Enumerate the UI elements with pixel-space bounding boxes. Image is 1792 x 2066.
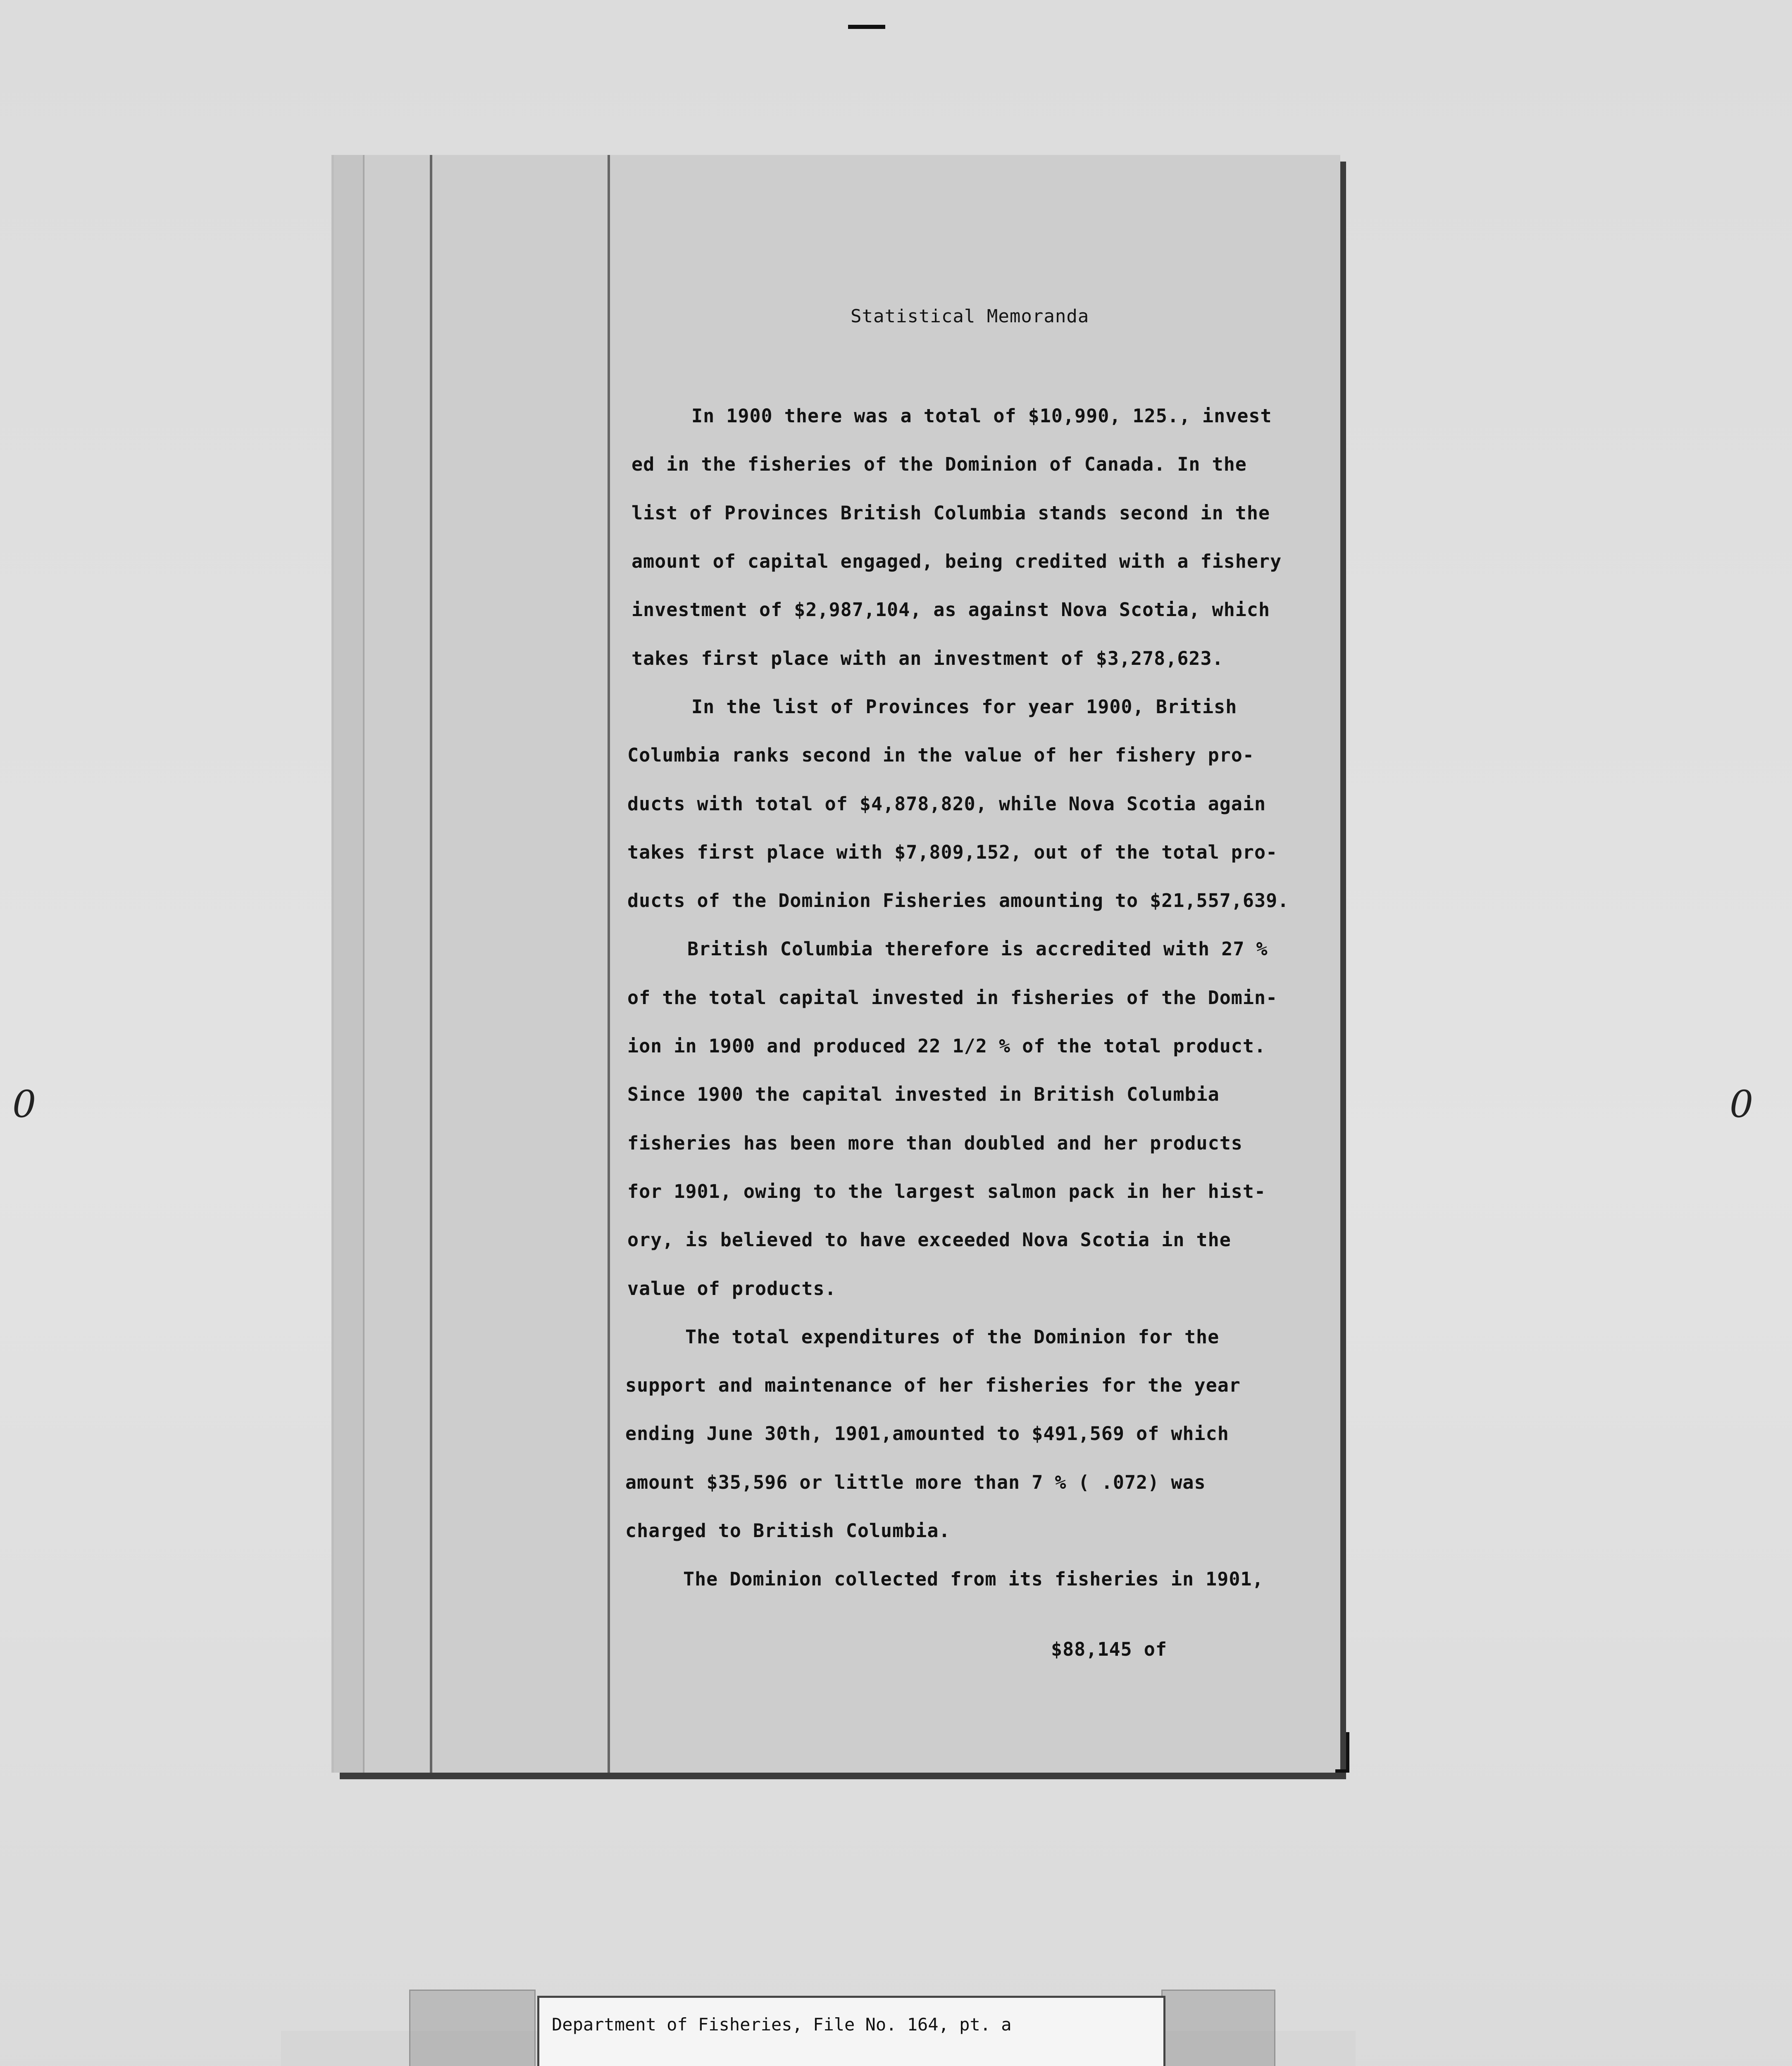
memo-line: investment of $2,987,104, as against Nova Scotia, which — [631, 599, 1270, 621]
memo-line: The Dominion collected from its fisheries in 1901, — [683, 1568, 1264, 1590]
tape-strip — [409, 1990, 536, 2066]
right-margin-mark: 0 — [1730, 1083, 1754, 1126]
memo-line: In the list of Provinces for year 1900, British — [691, 696, 1237, 718]
memo-line: ed in the fisheries of the Dominion of Canada. In the — [631, 453, 1247, 475]
memo-line: fisheries has been more than doubled and her products — [627, 1132, 1243, 1154]
margin-rule-outer — [430, 155, 432, 1773]
memo-line: takes first place with an investment of $3,278,623. — [631, 647, 1224, 669]
memo-line: ory, is believed to have exceeded Nova Scotia in the — [627, 1229, 1231, 1251]
memo-title: Statistical Memoranda — [851, 306, 1089, 327]
memo-line: Since 1900 the capital invested in British Columbia — [627, 1083, 1220, 1105]
memo-line: value of products. — [627, 1278, 836, 1300]
memo-line: ducts of the Dominion Fisheries amounting to $21,557,639. — [627, 890, 1289, 912]
memo-line: takes first place with $7,809,152, out of the total pro- — [627, 841, 1278, 863]
left-margin-mark: 0 — [12, 1083, 36, 1126]
memo-line: of the total capital invested in fisheries of the Domin- — [627, 987, 1278, 1009]
memo-line: ending June 30th, 1901,amounted to $491,569 of which — [625, 1423, 1229, 1445]
top-registration-mark — [848, 25, 885, 29]
memo-line: ion in 1900 and produced 22 1/2 % of the total product. — [627, 1035, 1266, 1057]
memo-line: charged to British Columbia. — [625, 1520, 951, 1542]
tape-strip — [1161, 1990, 1275, 2066]
memo-line: Columbia ranks second in the value of her fishery pro- — [627, 744, 1254, 766]
file-reference: Department of Fisheries, File No. 164, pt. a — [552, 2014, 1012, 2035]
corner-crop-mark — [1335, 1732, 1349, 1773]
memo-line: amount $35,596 or little more than 7 % ( .072) was — [625, 1471, 1206, 1493]
file-reference-slip — [537, 1996, 1165, 2066]
memo-line: In 1900 there was a total of $10,990, 125., invest — [691, 405, 1272, 427]
memo-line: amount of capital engaged, being credited with a fishery — [631, 550, 1282, 572]
memo-line: The total expenditures of the Dominion for the — [685, 1326, 1220, 1348]
memo-continuation: $88,145 of — [1051, 1638, 1167, 1660]
memo-line: ducts with total of $4,878,820, while Nova Scotia again — [627, 793, 1266, 815]
memo-line: for 1901, owing to the largest salmon pack in her hist- — [627, 1181, 1266, 1202]
sheet-binding-edge — [334, 155, 365, 1773]
memo-line: British Columbia therefore is accredited with 27 % — [687, 938, 1268, 960]
memo-line: list of Provinces British Columbia stands second in the — [631, 502, 1270, 524]
margin-rule-inner — [608, 155, 610, 1773]
memo-sheet — [334, 155, 1340, 1773]
memo-line: support and maintenance of her fisheries for the year — [625, 1374, 1241, 1396]
